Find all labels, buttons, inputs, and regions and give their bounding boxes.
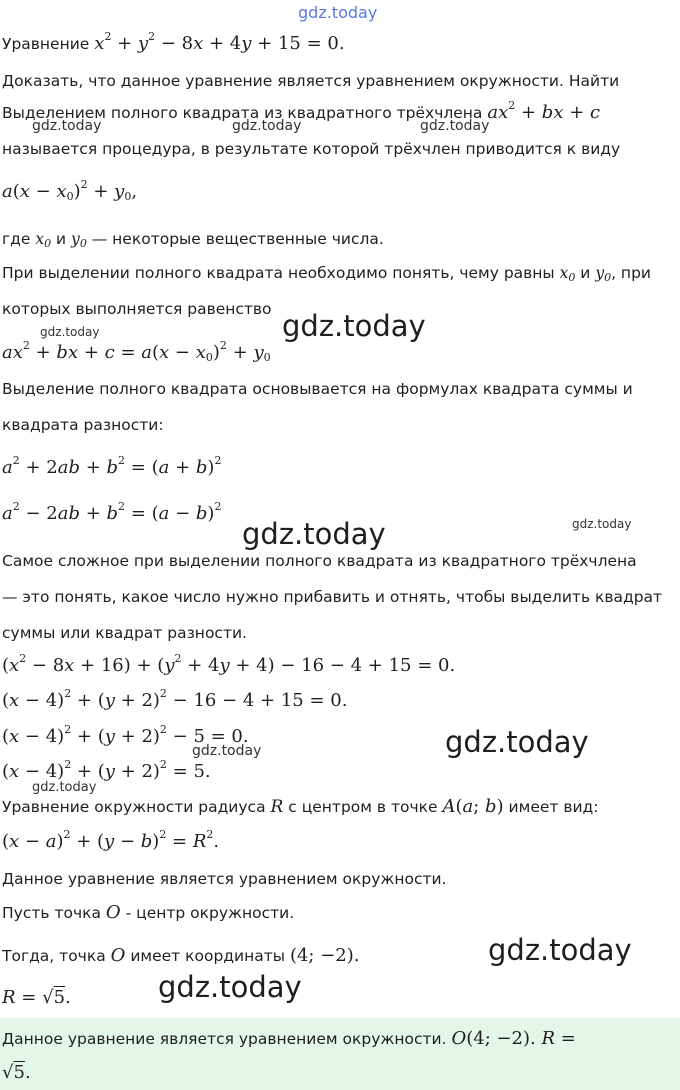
theory-p4: При выделении полного квадрата необходимо понять, чему равны $x_0$ и $y_0$, при [2,264,651,284]
theory-p9: — это понять, какое число нужно прибавить и отнять, чтобы выделить квадрат [2,588,663,606]
center-text: Пусть точка O - центр окружности. [2,902,295,923]
condition-equation: $x^2 + y^2 - 8x + 4y + 15 = 0$. [94,30,345,54]
watermark: gdz.today [572,517,632,531]
watermark: gdz.today [298,3,378,22]
watermark: gdz.today [232,118,302,134]
radius-result: R = √5. [2,987,71,1008]
answer-line-2: √5. [2,1062,31,1083]
answer-line-1: Данное уравнение является уравнением окружности. O(4; −2). R = [2,1028,576,1049]
answer-box [0,1018,680,1090]
solution-step-3: $(x - 4)^2 + (y + 2)^2 - 5 = 0$. [2,723,249,747]
circle-definition: Уравнение окружности радиуса R с центром в точке A(a; b) имеет вид: [2,796,599,817]
formula-equality: $ax^2$ + bx + $c = a(x - x_0)^2 + y_0$ [2,339,271,364]
theory-p1: Выделением полного квадрата из квадратного трёхчлена $ax^2$ + bx + c [2,99,601,123]
theory-p7: квадрата разности: [2,416,164,434]
theory-p6: Выделение полного квадрата основывается на формулах квадрата суммы и [2,380,633,398]
solution-step-4: $(x - 4)^2 + (y + 2)^2 = 5$. [2,758,211,782]
theory-p3: где $x_0$ и $y_0$ — некоторые вещественные числа. [2,230,384,250]
watermark: gdz.today [40,325,100,339]
watermark: gdz.today [420,118,490,134]
watermark: gdz.today [282,309,426,343]
watermark: gdz.today [192,743,262,759]
formula-square-sum: $a^2 + 2ab + b^2 = (a + b)^2$ [2,454,222,478]
watermark: gdz.today [158,970,302,1004]
theory-p2: называется процедура, в результате которой трёхчлен приводится к виду [2,140,621,158]
watermark: gdz.today [488,933,632,967]
task-text: Доказать, что данное уравнение является уравнением окружности. Найти [2,72,620,90]
solution-step-1: $(x^2 - 8x + 16) + (y^2 + 4y + 4) - 16 - 4 + 15 = 0$. [2,652,456,676]
condition-line: Уравнение $x^2 + y^2 - 8x + 4y + 15 = 0$. [2,30,345,54]
coords-text: Тогда, точка O имеет координаты (4; −2). [2,945,360,966]
theory-p10: суммы или квадрат разности. [2,624,247,642]
watermark: gdz.today [32,780,97,795]
is-circle-text: Данное уравнение является уравнением окружности. [2,870,447,888]
solution-step-2: $(x - 4)^2 + (y + 2)^2 - 16 - 4 + 15 = 0$. [2,687,348,711]
theory-p8: Самое сложное при выделении полного квадрата из квадратного трёхчлена [2,552,637,570]
formula-square-diff: $a^2 - 2ab + b^2 = (a - b)^2$ [2,500,222,524]
watermark: gdz.today [242,517,386,551]
formula-circle: $(x - a)^2 + (y - b)^2 = R^2$. [2,828,220,852]
watermark: gdz.today [445,725,589,759]
watermark: gdz.today [32,118,102,134]
theory-p5: которых выполняется равенство [2,300,272,318]
formula-vertex-form: $a(x - x_0)^2 + y_0$, [2,178,138,203]
